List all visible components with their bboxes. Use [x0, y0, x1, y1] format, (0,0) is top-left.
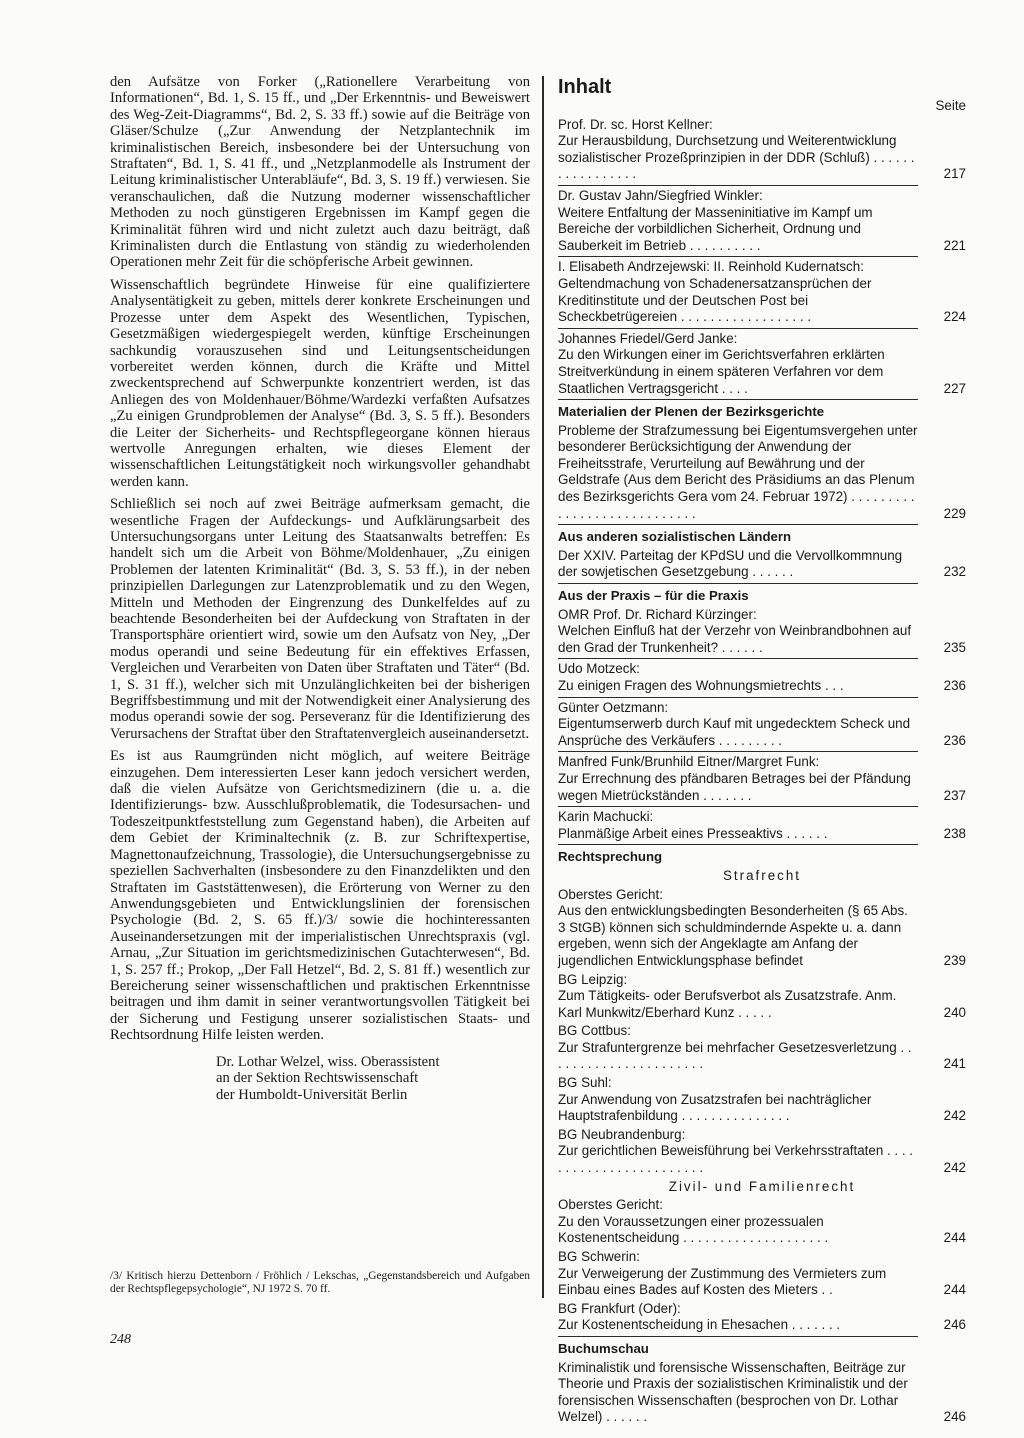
table-of-contents [558, 74, 966, 1428]
toc-court: BG Frankfurt (Oder): [558, 1300, 681, 1316]
toc-entry-title: Zu den Wirkungen einer im Gerichtsverfahren erklärten Streitverkündung in einem späteren Verfahren vor dem Staatlichen Vertragsgericht . . . . [558, 347, 885, 396]
paragraph: Es ist aus Raumgründen nicht möglich, auf weitere Beiträge einzugehen. Dem interessierten Leser kann jedoch versichert werden, daß die vielen Aufsätze von Gerichtsmedizinern (die u. a. die Identifizierungs- bzw. Ausschlußproblematik, die Todesursachen- und Todeszeitpunktfeststellung zum Gegenstand haben), die Arbeiten auf dem Gebiet der Kriminaltechnik (z. B. zur Schriftexpertise, Magnettonaufzeichnung, Trassologie), die Untersuchungsergebnisse zu speziellen Sachverhalten (insbesondere zu den Finanzdelikten und den Straftaten im Gaststättenwesen), die Erörterung von Werner zu den Anwendungsgebieten und Entwicklungslinien der forensischen Psychologie (Bd. 2, S. 65 ff.)/3/ sowie die hochinteressanten Auseinandersetzungen mit der imperialistischen Unrechtspraxis (vgl. Arnau, „Zur Situation im gerichtsmedizinischen Gutachterwesen“, Bd. 1, S. 257 ff.; Prokop, „Der Fall Hetzel“, Bd. 2, S. 81 ff.) wesentlich zur Bereicherung seiner wissenschaftlichen und praktischen Erkenntnisse beitragen und ihm damit in seiner verantwortungsvollen Tätigkeit bei der Sicherung und Festigung unserer sozialistischen Staats- und Rechtsordnung Hilfe leisten werden. [110, 748, 530, 1044]
toc-entry-title: Kriminalistik und forensische Wissenschaften, Beiträge zur Theorie und Praxis der sozialistischen Kriminalistik und der forensischen Wissenschaften (besprochen von Dr. Lothar Welzel) . . . . . . [558, 1359, 908, 1425]
toc-page: 246 [943, 1409, 966, 1425]
toc-page: 238 [943, 825, 966, 841]
toc-court: BG Leipzig: [558, 971, 628, 987]
toc-entry-title: Zur Herausbildung, Durchsetzung und Weiterentwicklung sozialistischer Prozeßprinzipien in der DDR (Schluß) . . . . . . . . . . . . . . . . . [558, 133, 915, 182]
toc-page: 237 [943, 787, 966, 803]
toc-entry[interactable] [558, 423, 966, 523]
toc-entry-title: Planmäßige Arbeit eines Presseaktivs . . . . . . [558, 825, 828, 841]
toc-entry[interactable] [558, 548, 966, 581]
toc-court: BG Cottbus: [558, 1023, 631, 1039]
toc-entry-title: Der XXIV. Parteitag der KPdSU und die Vervollkommnung der sowjetischen Gesetzgebung . . . . . . [558, 547, 903, 580]
toc-page: 242 [943, 1160, 966, 1176]
toc-court: BG Neubrandenburg: [558, 1126, 686, 1142]
toc-divider [558, 844, 918, 845]
toc-entry[interactable] [558, 1301, 966, 1334]
toc-author: Udo Motzeck: [558, 661, 640, 677]
footnote: /3/ Kritisch hierzu Dettenborn / Fröhlich / Lekschas, „Gegenstandsbereich und Aufgaben der Rechtspflegepsychologie“, NJ 1972 S. 70 ff. [110, 1270, 530, 1295]
paragraph: Schließlich sei noch auf zwei Beiträge aufmerksam gemacht, die wesentliche Fragen der Aufdeckungs- und Aufklärungsarbeit des Untersuchungsorgans unter Leitung des Staatsanwalts betreffen: Es handelt sich um die Arbeit von Böhme/Moldenhauer, „Zu einigen Problemen der latenten Kriminalität“ (Bd. 3, S. 53 ff.), in der neben prinzipiellen Darlegungen zur Latenzproblematik und zu den Wegen, Mitteln und Methoden der Eingrenzung des Dunkelfeldes auf zu beachtende Besonderheiten bei der Aufdeckung von Straftaten in der Transportsphäre orientiert wird, sowie um den Aufsatz von Ney, „Der modus operandi und seine Bedeutung für ein effektives Erfassen, Vergleichen und Verarbeiten von Daten über Straftaten und Täter“ (Bd. 1, S. 31 ff.), welcher sich mit Unzulänglichkeiten bei der bisherigen Begriffsbestimmung und mit der Notwendigkeit einer Analysierung des modus operandi sowie der sog. Perseveranz für die Identifizierung des Verursachens der Straftat über den Straftatenvergleich auseinandersetzt. [110, 496, 530, 742]
toc-divider [558, 1336, 918, 1337]
toc-page: 242 [943, 1108, 966, 1124]
toc-divider [558, 697, 918, 698]
section-heading: Aus der Praxis – für die Praxis [558, 588, 749, 604]
toc-divider [558, 524, 918, 525]
subsection-heading: Zivil- und Familienrecht [668, 1178, 856, 1194]
toc-page: 227 [943, 380, 966, 396]
toc-page: 239 [943, 952, 966, 968]
toc-entry[interactable] [558, 331, 966, 397]
toc-entry[interactable] [558, 117, 966, 183]
toc-author: Karin Machucki: [558, 809, 654, 825]
toc-page: 229 [943, 505, 966, 521]
toc-court: BG Suhl: [558, 1075, 612, 1091]
signature-line: der Humboldt-Universität Berlin [216, 1086, 408, 1103]
toc-page: 217 [943, 166, 966, 182]
toc-court: Oberstes Gericht: [558, 1197, 663, 1213]
toc-entry[interactable] [558, 1075, 966, 1125]
toc-entry[interactable] [558, 887, 966, 970]
toc-court: BG Schwerin: [558, 1249, 640, 1264]
toc-page: 236 [943, 732, 966, 748]
toc-entry[interactable] [558, 1249, 966, 1299]
toc-entry[interactable] [558, 188, 966, 254]
toc-entry-title: Zur Verweigerung der Zustimmung des Vermieters zum Einbau eines Bades auf Kosten des Mieters . . [558, 1265, 887, 1298]
toc-entry[interactable] [558, 1127, 966, 1177]
toc-author: Dr. Gustav Jahn/Siegfried Winkler: [558, 187, 763, 203]
toc-entry-title: Zu einigen Fragen des Wohnungsmietrechts . . . [558, 678, 844, 693]
toc-entry[interactable] [558, 259, 966, 325]
toc-author: Günter Oetzmann: [558, 699, 669, 715]
toc-page: 244 [943, 1230, 966, 1246]
toc-entry-title: Welchen Einfluß hat der Verzehr von Weinbrandbohnen auf den Grad der Trunkenheit? . . . . . . [558, 623, 912, 655]
toc-entry-title: Zur Kostenentscheidung in Ehesachen . . . . . . . [558, 1317, 841, 1333]
toc-entry-title: Geltendmachung von Schadenersatzansprüchen der Kreditinstitute und der Deutschen Post bei Scheckbetrügereien . . . . . . . . . . . . . . . . . . [558, 275, 872, 325]
toc-author: OMR Prof. Dr. Richard Kürzinger: [558, 606, 757, 622]
toc-divider [558, 399, 918, 400]
toc-entry-title: Probleme der Strafzumessung bei Eigentumsvergehen unter besonderer Berücksichtigung der Anwendung der Freiheitsstrafe, Verurteilung auf Bewährung und der Geldstrafe (Aus dem Bericht des Präsidiums an das Plenum des Bezirksgerichts Gera vom 24. Februar 1972) . . . . . . . . . . . . . . . . . . . . . . . . . . . . [558, 422, 918, 521]
toc-court: Oberstes Gericht: [558, 886, 663, 902]
toc-divider [558, 185, 918, 186]
section-heading: Buchumschau [558, 1340, 649, 1356]
paragraph: den Aufsätze von Forker („Rationellere Verarbeitung von Informationen“, Bd. 1, S. 15 ff., und „Der Erkenntnis- und Beweiswert des Weg-Zeit-Diagramms“, Bd. 2, S. 33 ff.) sowie auf die Beiträge von Gläser/Schulze („Zur Anwendung der Netzplantechnik im kriminalistischen Bereich, insbesondere bei der Untersuchung von Straftaten“, Bd. 1, S. 41 ff., und „Netzplanmodelle als Instrument der Leitung kriminalistischer Unterabläufe“, Bd. 3, S. 19 ff.) verwiesen. Sie veranschaulichen, daß die Nutzung moderner wissenschaftlicher Methoden zu noch günstigeren Ergebnissen im Kampf gegen die Kriminalität führen wird und nicht zuletzt auch dazu beiträgt, daß Kriminalisten durch die Entlastung von ständig zu wiederholenden Operationen mehr Zeit für die schöpferische Arbeit gewinnen. [110, 74, 531, 271]
toc-page: 244 [943, 1282, 966, 1298]
toc-entry-title: Zu den Voraussetzungen einer prozessualen Kostenentscheidung . . . . . . . . . . . . . . . . . . . . [558, 1213, 829, 1246]
toc-entry[interactable] [558, 661, 966, 694]
signature-line: Dr. Lothar Welzel, wiss. Oberassistent [216, 1053, 440, 1070]
toc-entry-title: Weitere Entfaltung der Masseninitiative im Kampf um Bereiche der vorbildlichen Sicherheit, Ordnung und Sauberkeit im Betrieb . . . . . . . . . . [558, 204, 873, 253]
author-signature [216, 1054, 530, 1104]
section-heading: Materialien der Plenen der Bezirksgerichte [558, 404, 825, 420]
toc-divider [558, 751, 918, 752]
toc-page: 235 [943, 639, 966, 655]
toc-divider [558, 658, 918, 659]
toc-entry-title: Zur gerichtlichen Beweisführung bei Verkehrsstraftaten . . . . . . . . . . . . . . . . . . . . . . . . [558, 1143, 914, 1176]
toc-entry-title: Eigentumserwerb durch Kauf mit ungedecktem Scheck und Ansprüche des Verkäufers . . . . . . . . . [558, 716, 911, 748]
toc-divider [558, 256, 918, 257]
toc-entry-title: Zum Tätigkeits- oder Berufsverbot als Zusatzstrafe. Anm. Karl Munkwitz/Eberhard Kunz . . . . . [558, 988, 897, 1020]
toc-entry[interactable] [558, 607, 966, 657]
toc-page: 224 [943, 309, 966, 325]
paragraph: Wissenschaftlich begründete Hinweise für eine qualifiziertere Analysentätigkeit zu geben, mittels derer konkrete Erscheinungen und Prozesse unter dem Aspekt des Wesentlichen, Typischen, Gesetzmäßigen wiedergespiegelt werden, künftige Erscheinungen sachkundig vorauszusehen sind und Leitungsentscheidungen vorbereitet werden können, durch die Kräfte und Mittel zweckentsprechend auf Schwerpunkte konzentriert werden, ist das Anliegen des von Moldenhauer/Böhme/Wardezki verfaßten Aufsatzes „Zu einigen Grundproblemen der Analyse“ (Bd. 3, S. 5 ff.). Besonders die Leiter der Sicherheits- und Rechtspflegeorgane können hieraus wertvolle Anregungen erhalten, wie dieses Element der wissenschaftlichen Leitungstätigkeit noch wirkungsvoller gehandhabt werden kann. [110, 276, 530, 490]
toc-entry-title: Zur Errechnung des pfändbaren Betrages bei der Pfändung wegen Mietrückständen . . . . . . . [558, 770, 911, 803]
toc-entry[interactable] [558, 809, 966, 842]
subsection-heading: Strafrecht [722, 867, 802, 883]
toc-entry-title: Zur Strafuntergrenze bei mehrfacher Gesetzesverletzung . . . . . . . . . . . . . . . . . . . . . . [558, 1039, 912, 1072]
toc-author: Johannes Friedel/Gerd Janke: [558, 330, 738, 346]
toc-page: 246 [943, 1317, 966, 1333]
page-number: 248 [110, 1332, 131, 1347]
toc-divider [558, 583, 918, 584]
column-divider [542, 76, 544, 1298]
toc-page: 232 [943, 564, 966, 580]
page-column-header: Seite [935, 98, 966, 113]
toc-entry-title: Aus den entwicklungsbedingten Besonderheiten (§ 65 Abs. 3 StGB) können sich schuldmindernde Aspekte u. a. dann ergeben, wenn sich der Angeklagte am Anfang der jugendlichen Entwicklungsphase befindet [558, 903, 908, 968]
toc-author: I. Elisabeth Andrzejewski: II. Reinhold Kudernatsch: [558, 259, 864, 275]
section-heading: Rechtsprechung [558, 849, 663, 865]
toc-author: Prof. Dr. sc. Horst Kellner: [558, 116, 713, 132]
toc-author: Manfred Funk/Brunhild Eitner/Margret Funk: [558, 754, 820, 770]
toc-page: 240 [943, 1004, 966, 1020]
toc-entry[interactable] [558, 1023, 966, 1073]
toc-title: Inhalt [558, 76, 612, 98]
toc-entry[interactable] [558, 1197, 966, 1247]
toc-page: 241 [943, 1056, 966, 1072]
toc-entry[interactable] [558, 700, 966, 750]
toc-page: 221 [943, 237, 966, 253]
toc-entry[interactable] [558, 1360, 966, 1426]
toc-divider [558, 328, 918, 329]
toc-entry[interactable] [558, 754, 966, 804]
toc-entry[interactable] [558, 972, 966, 1022]
section-heading: Aus anderen sozialistischen Ländern [558, 529, 792, 545]
toc-entry-title: Zur Anwendung von Zusatzstrafen bei nachträglicher Hauptstrafenbildung . . . . . . . . . . . . . . . [558, 1091, 872, 1124]
article-column [110, 74, 530, 1103]
toc-divider [558, 806, 918, 807]
toc-page: 236 [943, 678, 966, 693]
signature-line: an der Sektion Rechtswissenschaft [216, 1070, 419, 1087]
